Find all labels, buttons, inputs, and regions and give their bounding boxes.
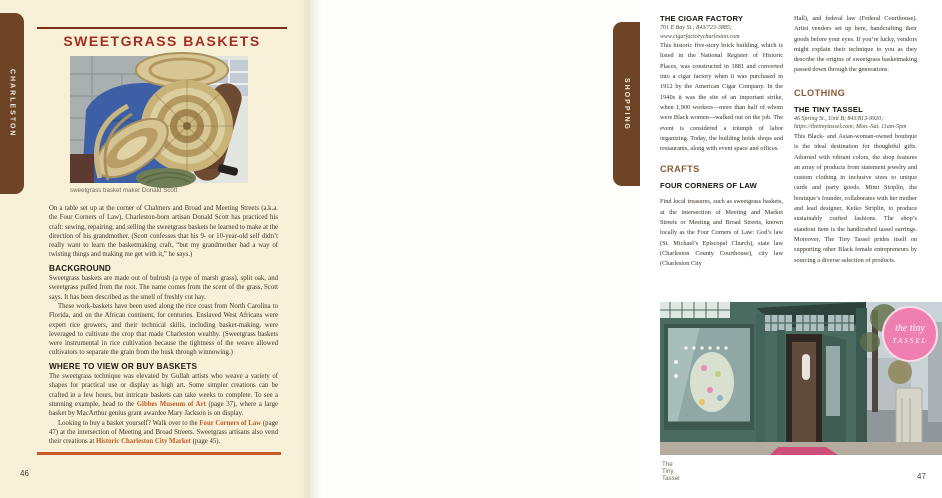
- grass-bundle: [136, 168, 196, 188]
- tab-charleston-label: CHARLESTON: [8, 69, 16, 138]
- tiny-tassel-sign: [883, 307, 937, 361]
- background-paragraph-2: These work-baskets have been used along the rice coast from North Carolina to Florida, and on the African continent, for centuries. Enslaved West Africans were expert rice growers, and their technical skills, including basket-making, were leveraged to cultivate the crop that made Charleston wealthy. (Sweetgrass baskets were instrumental in rice cultivation because the tightness of the weave allowed cultivators to separate the grain from the husk through winnowing.): [49, 302, 278, 357]
- link-gibbes-museum[interactable]: Gibbes Museum of Art: [136, 400, 206, 408]
- top-rule: [37, 27, 287, 29]
- photo-caption: sweetgrass basket maker Donald Scott: [70, 187, 178, 194]
- tiny-tassel-address: 46 Spring St., Unit B; 843/813-9920; https://thetinytassel.com; Mon.-Sat. 11am-5pm: [794, 115, 907, 131]
- where-heading: WHERE TO VIEW OR BUY BASKETS: [49, 361, 198, 371]
- bottom-rule: [37, 452, 281, 455]
- intro-paragraph: On a table set up at the corner of Chalmers and Broad and Meeting Streets (a.k.a. the Four Corners of Law), Charleston-born artisan Donald Scott has practiced his craft: sewing, repairing, and selling the sweetgrass baskets he learned to make at the direction of his grandmother. (Scott confesses that his 9- or 10-year-old self didn’t really want to learn the basketmaking craft, “but my grandmother had a way of twisting things and making me get with it,” he says.): [49, 205, 278, 259]
- clothing-heading: CLOTHING: [794, 87, 846, 98]
- sign-line-1: the tiny: [895, 323, 925, 334]
- basket-maker-illustration: [70, 56, 248, 183]
- link-four-corners[interactable]: Four Corners of Law: [199, 419, 262, 427]
- four-corners-body-col1: Find local treasures, such as sweetgrass baskets, at the intersection of Meeting and Market Streets or Meeting and Broad Streets, known locally as the Four Corners of Law: God’s law (St. Michael’s Episcopal Church), state law (Charleston County Courthouse), city law (Charleston City: [660, 198, 783, 268]
- page-number-right: 47: [917, 472, 926, 481]
- cigar-factory-address: 701 E Bay St.; 843/723-3885; www.cigarfactorycharleston.com: [660, 25, 740, 40]
- tiny-tassel-heading: THE TINY TASSEL: [794, 104, 863, 114]
- page-title: SWEETGRASS BASKETS: [63, 33, 261, 49]
- left-page-body: [49, 204, 278, 446]
- background-paragraph-1: Sweetgrass baskets are made out of bulrush (a type of marsh grass), split oak, and sweetgrass pulled from the root. The name comes from the scent of the grass, Scott says. It has been described as the smell of freshly cut hay.: [49, 275, 278, 301]
- tab-shopping[interactable]: [613, 22, 640, 186]
- right-column-1: [660, 14, 783, 270]
- tiny-tassel-storefront-photo: [660, 302, 942, 455]
- background-heading: BACKGROUND: [49, 263, 112, 273]
- right-column-2: [794, 14, 917, 266]
- page-number-left: 46: [20, 469, 29, 478]
- tab-shopping-label: SHOPPING: [623, 77, 630, 131]
- cigar-factory-body: This historic five-story brick building, which is listed in the National Register of Historic Places, was constructed in 1881 and converted into a cigar factory when it was purchased in 1912 by the American Cigar Company. In the 1940s it was the site of an important strike, when 1,900 workers—more than half of whom were Black women—walked out on the job. The event is considered a triumph of labor organizing. Today, the building holds shops and restaurants, along with event space and offices.: [660, 42, 783, 153]
- four-corners-body-col2: Hall), and federal law (Federal Courthouse). Artist vendors set up here, handcrafting their goods before your eyes. If you’re lucky, vendors might explain their technique to you as they describe the origins of sweetgrass basketmaking passed down through the generations.: [794, 15, 917, 74]
- left-page: [0, 0, 310, 498]
- basket-maker-photo: [70, 56, 248, 183]
- sign-line-2: TASSEL: [892, 337, 928, 345]
- mannequin: [802, 354, 810, 380]
- where-paragraph-2: Looking to buy a basket yourself? Walk over to the Four Corners of Law (page 47) at the intersection of Meeting and Broad Streets. Sweetgrass artisans also vend their creations at Historic Charleston City Market (page 45).: [49, 419, 278, 446]
- storefront-caption: The Tiny Tassel: [662, 461, 680, 482]
- where-paragraph-1: The sweetgrass technique was elevated by Gullah artists who weave a variety of shapes for practical use or display as high art. Some simpler creations can be crafted in a few hours, but intricate baskets can take weeks to complete. To see a stunning example, head to the Gibbes Museum of Art (page 37), where a large basket by MacArthur genius grant awardee Mary Jackson is on display.: [49, 373, 278, 418]
- storefront-illustration: [660, 302, 942, 455]
- pink-doormat: [770, 447, 838, 455]
- four-corners-heading: FOUR CORNERS OF LAW: [660, 181, 758, 191]
- right-page: [310, 0, 928, 498]
- transom-windows: [764, 315, 854, 331]
- link-city-market[interactable]: Historic Charleston City Market: [96, 438, 191, 446]
- tiny-tassel-body: This Black- and Asian-woman-owned boutique is the ideal destination for thoughtful gifts. Adorned with vibrant colors, the shop features an array of products from statement jewelry and custom clothing in inclusive sizes to unique cards and party goods. Mimi Striplin, the boutique’s founder, collaborates with her mother and lead designer, Keiko Striplin, to produce sustainably crafted fashions. The shop’s standout item is the handcrafted tassel earrings. Moreover, The Tiny Tassel prides itself on supporting other Black female entrepreneurs by sourcing a diverse selection of products.: [794, 132, 917, 264]
- tab-charleston[interactable]: [0, 13, 24, 194]
- crafts-heading: CRAFTS: [660, 164, 700, 175]
- cigar-factory-heading: THE CIGAR FACTORY: [660, 14, 744, 23]
- wood-stand: [70, 154, 94, 183]
